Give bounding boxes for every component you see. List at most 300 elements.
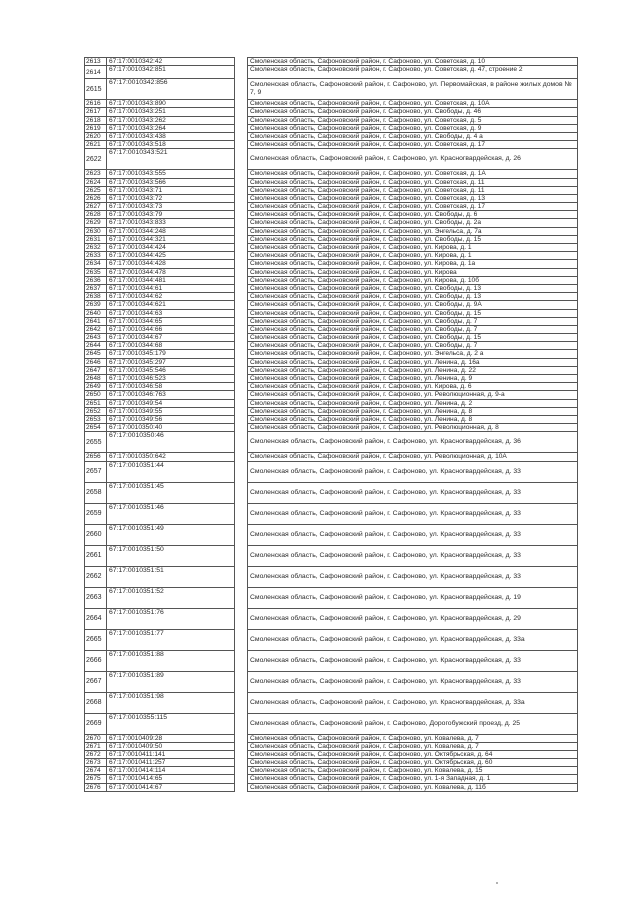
spacer-cell bbox=[235, 783, 248, 791]
address: Смоленская область, Сафоновский район, г. Сафоново, ул. Свободы, д. 15 bbox=[248, 309, 578, 317]
cadastral-number: 67:17:0010345:297 bbox=[107, 358, 235, 366]
table-row bbox=[85, 309, 578, 317]
spacer-cell bbox=[235, 482, 248, 503]
spacer-cell bbox=[235, 116, 248, 124]
cadastral-number: 67:17:0010350:46 bbox=[107, 432, 235, 453]
spacer-cell bbox=[235, 587, 248, 608]
spacer-cell bbox=[235, 194, 248, 202]
cadastral-number: 67:17:0010343:890 bbox=[107, 100, 235, 108]
cadastral-number: 67:17:0010351:89 bbox=[107, 671, 235, 692]
cadastral-number: 67:17:0010351:45 bbox=[107, 482, 235, 503]
row-number: 2652 bbox=[85, 407, 107, 415]
table-row bbox=[85, 545, 578, 566]
address: Смоленская область, Сафоновский район, г. Сафоново, ул. Красногвардейская, д. 33 bbox=[248, 650, 578, 671]
address: Смоленская область, Сафоновский район, г. Сафоново, ул. Революционная, д. 9-а bbox=[248, 391, 578, 399]
row-number: 2635 bbox=[85, 268, 107, 276]
row-number: 2660 bbox=[85, 524, 107, 545]
row-number: 2614 bbox=[85, 66, 107, 79]
row-number: 2634 bbox=[85, 260, 107, 268]
scan-speck bbox=[496, 882, 498, 884]
row-number: 2617 bbox=[85, 108, 107, 116]
address: Смоленская область, Сафоновский район, г. Сафоново, ул. Ленина, д. 8 bbox=[248, 407, 578, 415]
row-number: 2624 bbox=[85, 178, 107, 186]
spacer-cell bbox=[235, 775, 248, 783]
cadastral-number: 67:17:0010343:262 bbox=[107, 116, 235, 124]
table-row bbox=[85, 775, 578, 783]
row-number: 2667 bbox=[85, 671, 107, 692]
cadastral-number: 67:17:0010343:438 bbox=[107, 132, 235, 140]
address: Смоленская область, Сафоновский район, г. Сафоново, ул. Ленина, д. 16а bbox=[248, 358, 578, 366]
cadastral-number: 67:17:0010355:115 bbox=[107, 713, 235, 734]
table-row bbox=[85, 260, 578, 268]
address: Смоленская область, Сафоновский район, г. Сафоново, ул. Ленина, д. 8 bbox=[248, 415, 578, 423]
table-row bbox=[85, 317, 578, 325]
address: Смоленская область, Сафоновский район, г. Сафоново, ул. Советская, д. 47, строение 2 bbox=[248, 66, 578, 79]
row-number: 2622 bbox=[85, 149, 107, 170]
address: Смоленская область, Сафоновский район, г. Сафоново, ул. Свободы, д. 7 bbox=[248, 342, 578, 350]
row-number: 2661 bbox=[85, 545, 107, 566]
cadastral-number: 67:17:0010344:481 bbox=[107, 276, 235, 284]
address: Смоленская область, Сафоновский район, г. Сафоново, ул. Красногвардейская, д. 19 bbox=[248, 587, 578, 608]
spacer-cell bbox=[235, 211, 248, 219]
spacer-cell bbox=[235, 149, 248, 170]
table-row bbox=[85, 325, 578, 333]
address: Смоленская область, Сафоновский район, г. Сафоново, ул. Ковалева, д. 7 bbox=[248, 734, 578, 742]
table-row bbox=[85, 66, 578, 79]
table-row bbox=[85, 424, 578, 432]
row-number: 2673 bbox=[85, 759, 107, 767]
address: Смоленская область, Сафоновский район, г. Сафоново, ул. Красногвардейская, д. 29 bbox=[248, 608, 578, 629]
cadastral-number: 67:17:0010344:61 bbox=[107, 284, 235, 292]
table-row bbox=[85, 100, 578, 108]
row-number: 2648 bbox=[85, 375, 107, 383]
table-row bbox=[85, 566, 578, 587]
spacer-cell bbox=[235, 692, 248, 713]
row-number: 2647 bbox=[85, 366, 107, 374]
row-number: 2671 bbox=[85, 742, 107, 750]
cadastral-number: 67:17:0010344:621 bbox=[107, 301, 235, 309]
spacer-cell bbox=[235, 383, 248, 391]
spacer-cell bbox=[235, 108, 248, 116]
table-body bbox=[85, 58, 578, 792]
table-row bbox=[85, 178, 578, 186]
cadastral-number: 67:17:0010409:50 bbox=[107, 742, 235, 750]
table-row bbox=[85, 671, 578, 692]
cadastral-number: 67:17:0010343:521 bbox=[107, 149, 235, 170]
cadastral-number: 67:17:0010351:49 bbox=[107, 524, 235, 545]
cadastral-number: 67:17:0010351:77 bbox=[107, 629, 235, 650]
cadastral-number: 67:17:0010344:65 bbox=[107, 317, 235, 325]
spacer-cell bbox=[235, 79, 248, 100]
row-number: 2631 bbox=[85, 235, 107, 243]
cadastral-number: 67:17:0010343:72 bbox=[107, 194, 235, 202]
address: Смоленская область, Сафоновский район, г. Сафоново, ул. Октябрьская, д. 64 bbox=[248, 750, 578, 758]
row-number: 2619 bbox=[85, 124, 107, 132]
row-number: 2669 bbox=[85, 713, 107, 734]
table-row bbox=[85, 453, 578, 461]
table-row bbox=[85, 342, 578, 350]
spacer-cell bbox=[235, 325, 248, 333]
row-number: 2613 bbox=[85, 58, 107, 66]
cadastral-number: 67:17:0010344:428 bbox=[107, 260, 235, 268]
address: Смоленская область, Сафоновский район, г. Сафоново, ул. Свободы, д. 9А bbox=[248, 301, 578, 309]
spacer-cell bbox=[235, 415, 248, 423]
cadastral-number: 67:17:0010346:523 bbox=[107, 375, 235, 383]
row-number: 2664 bbox=[85, 608, 107, 629]
spacer-cell bbox=[235, 219, 248, 227]
spacer-cell bbox=[235, 713, 248, 734]
address: Смоленская область, Сафоновский район, г. Сафоново, ул. Кирова, д. 6 bbox=[248, 383, 578, 391]
cadastral-number: 67:17:0010344:67 bbox=[107, 334, 235, 342]
table-row bbox=[85, 608, 578, 629]
spacer-cell bbox=[235, 235, 248, 243]
address: Смоленская область, Сафоновский район, г. Сафоново, ул. Кирова, д. 10б bbox=[248, 276, 578, 284]
address: Смоленская область, Сафоновский район, г. Сафоново, ул. Революционная, д. 10А bbox=[248, 453, 578, 461]
address: Смоленская область, Сафоновский район, г. Сафоново, ул. Энгельса, д. 7а bbox=[248, 227, 578, 235]
address: Смоленская область, Сафоновский район, г. Сафоново, ул. Свободы, д. 6 bbox=[248, 211, 578, 219]
spacer-cell bbox=[235, 334, 248, 342]
table-row bbox=[85, 132, 578, 140]
table-row bbox=[85, 692, 578, 713]
spacer-cell bbox=[235, 342, 248, 350]
address: Смоленская область, Сафоновский район, г. Сафоново, ул. Красногвардейская, д. 36 bbox=[248, 432, 578, 453]
row-number: 2620 bbox=[85, 132, 107, 140]
table-row bbox=[85, 170, 578, 178]
address: Смоленская область, Сафоновский район, г. Сафоново, ул. Свободы, д. 7 bbox=[248, 325, 578, 333]
cadastral-number: 67:17:0010344:321 bbox=[107, 235, 235, 243]
row-number: 2672 bbox=[85, 750, 107, 758]
spacer-cell bbox=[235, 503, 248, 524]
table-row bbox=[85, 375, 578, 383]
table-row bbox=[85, 350, 578, 358]
address: Смоленская область, Сафоновский район, г. Сафоново, ул. Красногвардейская, д. 33 bbox=[248, 566, 578, 587]
row-number: 2616 bbox=[85, 100, 107, 108]
spacer-cell bbox=[235, 293, 248, 301]
address: Смоленская область, Сафоновский район, г. Сафоново, ул. Красногвардейская, д. 33а bbox=[248, 629, 578, 650]
row-number: 2662 bbox=[85, 566, 107, 587]
cadastral-number: 67:17:0010345:546 bbox=[107, 366, 235, 374]
address: Смоленская область, Сафоновский район, г. Сафоново, ул. Красногвардейская, д. 33 bbox=[248, 545, 578, 566]
table-row bbox=[85, 503, 578, 524]
cadastral-number: 67:17:0010344:63 bbox=[107, 309, 235, 317]
row-number: 2653 bbox=[85, 415, 107, 423]
row-number: 2663 bbox=[85, 587, 107, 608]
address: Смоленская область, Сафоновский район, г. Сафоново, ул. Советская, д. 17 bbox=[248, 141, 578, 149]
address: Смоленская область, Сафоновский район, г. Сафоново, ул. 1-я Западная, д. 1 bbox=[248, 775, 578, 783]
row-number: 2656 bbox=[85, 453, 107, 461]
address: Смоленская область, Сафоновский район, г. Сафоново, ул. Свободы, д. 2а bbox=[248, 219, 578, 227]
address: Смоленская область, Сафоновский район, г. Сафоново, ул. Советская, д. 11 bbox=[248, 186, 578, 194]
row-number: 2621 bbox=[85, 141, 107, 149]
cadastral-number: 67:17:0010351:51 bbox=[107, 566, 235, 587]
table-row bbox=[85, 629, 578, 650]
table-row bbox=[85, 268, 578, 276]
row-number: 2659 bbox=[85, 503, 107, 524]
table-row bbox=[85, 149, 578, 170]
spacer-cell bbox=[235, 260, 248, 268]
spacer-cell bbox=[235, 284, 248, 292]
row-number: 2655 bbox=[85, 432, 107, 453]
row-number: 2627 bbox=[85, 203, 107, 211]
row-number: 2666 bbox=[85, 650, 107, 671]
spacer-cell bbox=[235, 317, 248, 325]
row-number: 2654 bbox=[85, 424, 107, 432]
table-row bbox=[85, 358, 578, 366]
address: Смоленская область, Сафоновский район, г. Сафоново, ул. Красногвардейская, д. 33 bbox=[248, 524, 578, 545]
row-number: 2642 bbox=[85, 325, 107, 333]
table-row bbox=[85, 124, 578, 132]
table-row bbox=[85, 415, 578, 423]
row-number: 2649 bbox=[85, 383, 107, 391]
row-number: 2615 bbox=[85, 79, 107, 100]
address: Смоленская область, Сафоновский район, г. Сафоново, ул. Первомайская, в районе жилых домов № 7, 9 bbox=[248, 79, 578, 100]
cadastral-number: 67:17:0010351:50 bbox=[107, 545, 235, 566]
table-row bbox=[85, 79, 578, 100]
address: Смоленская область, Сафоновский район, г. Сафоново, ул. Энгельса, д. 2 а bbox=[248, 350, 578, 358]
cadastral-number: 67:17:0010343:833 bbox=[107, 219, 235, 227]
table-row bbox=[85, 734, 578, 742]
row-number: 2626 bbox=[85, 194, 107, 202]
spacer-cell bbox=[235, 309, 248, 317]
spacer-cell bbox=[235, 268, 248, 276]
cadastral-number: 67:17:0010349:54 bbox=[107, 399, 235, 407]
cadastral-number: 67:17:0010351:52 bbox=[107, 587, 235, 608]
cadastral-number: 67:17:0010343:73 bbox=[107, 203, 235, 211]
cadastral-number: 67:17:0010343:264 bbox=[107, 124, 235, 132]
spacer-cell bbox=[235, 734, 248, 742]
table-row bbox=[85, 524, 578, 545]
spacer-cell bbox=[235, 301, 248, 309]
spacer-cell bbox=[235, 650, 248, 671]
spacer-cell bbox=[235, 252, 248, 260]
address: Смоленская область, Сафоновский район, г. Сафоново, ул. Советская, д. 5 bbox=[248, 116, 578, 124]
address: Смоленская область, Сафоновский район, г. Сафоново, ул. Ленина, д. 22 bbox=[248, 366, 578, 374]
row-number: 2643 bbox=[85, 334, 107, 342]
cadastral-number: 67:17:0010346:58 bbox=[107, 383, 235, 391]
address: Смоленская область, Сафоновский район, г. Сафоново, ул. Советская, д. 1А bbox=[248, 170, 578, 178]
table-row bbox=[85, 186, 578, 194]
table-row bbox=[85, 211, 578, 219]
cadastral-number: 67:17:0010343:566 bbox=[107, 178, 235, 186]
spacer-cell bbox=[235, 276, 248, 284]
address: Смоленская область, Сафоновский район, г. Сафоново, ул. Свободы, д. 15 bbox=[248, 235, 578, 243]
cadastral-number: 67:17:0010344:424 bbox=[107, 244, 235, 252]
spacer-cell bbox=[235, 432, 248, 453]
table-row bbox=[85, 58, 578, 66]
address: Смоленская область, Сафоновский район, г. Сафоново, ул. Красногвардейская, д. 33 bbox=[248, 482, 578, 503]
address: Смоленская область, Сафоновский район, г. Сафоново, ул. Свободы, д. 7 bbox=[248, 317, 578, 325]
spacer-cell bbox=[235, 244, 248, 252]
spacer-cell bbox=[235, 350, 248, 358]
address: Смоленская область, Сафоновский район, г. Сафоново, ул. Красногвардейская, д. 26 bbox=[248, 149, 578, 170]
row-number: 2628 bbox=[85, 211, 107, 219]
spacer-cell bbox=[235, 227, 248, 235]
address: Смоленская область, Сафоновский район, г. Сафоново, ул. Свободы, д. 4 а bbox=[248, 132, 578, 140]
row-number: 2657 bbox=[85, 461, 107, 482]
spacer-cell bbox=[235, 461, 248, 482]
table-row bbox=[85, 750, 578, 758]
row-number: 2670 bbox=[85, 734, 107, 742]
table-row bbox=[85, 244, 578, 252]
row-number: 2651 bbox=[85, 399, 107, 407]
spacer-cell bbox=[235, 524, 248, 545]
table-row bbox=[85, 650, 578, 671]
address: Смоленская область, Сафоновский район, г. Сафоново, ул. Октябрьская, д. 60 bbox=[248, 759, 578, 767]
address: Смоленская область, Сафоновский район, г. Сафоново, ул. Красногвардейская, д. 33 bbox=[248, 461, 578, 482]
row-number: 2638 bbox=[85, 293, 107, 301]
cadastral-number: 67:17:0010351:46 bbox=[107, 503, 235, 524]
cadastral-number: 67:17:0010344:425 bbox=[107, 252, 235, 260]
table-row bbox=[85, 227, 578, 235]
spacer-cell bbox=[235, 203, 248, 211]
address: Смоленская область, Сафоновский район, г. Сафоново, ул. Ковалева, д. 11б bbox=[248, 783, 578, 791]
cadastral-number: 67:17:0010344:66 bbox=[107, 325, 235, 333]
cadastral-number: 67:17:0010349:56 bbox=[107, 415, 235, 423]
row-number: 2676 bbox=[85, 783, 107, 791]
address: Смоленская область, Сафоновский район, г. Сафоново, ул. Красногвардейская, д. 33 bbox=[248, 503, 578, 524]
table-row bbox=[85, 767, 578, 775]
address: Смоленская область, Сафоновский район, г. Сафоново, ул. Революционная, д. 8 bbox=[248, 424, 578, 432]
table-row bbox=[85, 293, 578, 301]
cadastral-number: 67:17:0010414:114 bbox=[107, 767, 235, 775]
table-row bbox=[85, 742, 578, 750]
spacer-cell bbox=[235, 366, 248, 374]
address: Смоленская область, Сафоновский район, г. Сафоново, ул. Советская, д. 13 bbox=[248, 194, 578, 202]
cadastral-number: 67:17:0010351:88 bbox=[107, 650, 235, 671]
row-number: 2644 bbox=[85, 342, 107, 350]
spacer-cell bbox=[235, 186, 248, 194]
address: Смоленская область, Сафоновский район, г. Сафоново, ул. Ковалева, д. 15 bbox=[248, 767, 578, 775]
cadastral-number: 67:17:0010409:28 bbox=[107, 734, 235, 742]
cadastral-number: 67:17:0010343:251 bbox=[107, 108, 235, 116]
spacer-cell bbox=[235, 566, 248, 587]
cadastral-number: 67:17:0010344:248 bbox=[107, 227, 235, 235]
cadastral-register-table bbox=[84, 57, 578, 792]
row-number: 2637 bbox=[85, 284, 107, 292]
table-row bbox=[85, 366, 578, 374]
cadastral-number: 67:17:0010346:763 bbox=[107, 391, 235, 399]
row-number: 2639 bbox=[85, 301, 107, 309]
table-row bbox=[85, 203, 578, 211]
table-row bbox=[85, 399, 578, 407]
table-row bbox=[85, 432, 578, 453]
address: Смоленская область, Сафоновский район, г. Сафоново, ул. Кирова, д. 1 bbox=[248, 244, 578, 252]
spacer-cell bbox=[235, 750, 248, 758]
cadastral-number: 67:17:0010342:42 bbox=[107, 58, 235, 66]
row-number: 2675 bbox=[85, 775, 107, 783]
spacer-cell bbox=[235, 58, 248, 66]
address: Смоленская область, Сафоновский район, г. Сафоново, ул. Свободы, д. 15 bbox=[248, 334, 578, 342]
spacer-cell bbox=[235, 399, 248, 407]
spacer-cell bbox=[235, 358, 248, 366]
address: Смоленская область, Сафоновский район, г. Сафоново, ул. Советская, д. 17 bbox=[248, 203, 578, 211]
spacer-cell bbox=[235, 178, 248, 186]
spacer-cell bbox=[235, 608, 248, 629]
cadastral-number: 67:17:0010342:856 bbox=[107, 79, 235, 100]
table-row bbox=[85, 407, 578, 415]
address: Смоленская область, Сафоновский район, г. Сафоново, ул. Советская, д. 11 bbox=[248, 178, 578, 186]
row-number: 2623 bbox=[85, 170, 107, 178]
table-row bbox=[85, 383, 578, 391]
spacer-cell bbox=[235, 375, 248, 383]
table-row bbox=[85, 461, 578, 482]
row-number: 2646 bbox=[85, 358, 107, 366]
table-row bbox=[85, 334, 578, 342]
address: Смоленская область, Сафоновский район, г. Сафоново, ул. Ленина, д. 9 bbox=[248, 375, 578, 383]
spacer-cell bbox=[235, 453, 248, 461]
row-number: 2641 bbox=[85, 317, 107, 325]
cadastral-number: 67:17:0010349:55 bbox=[107, 407, 235, 415]
address: Смоленская область, Сафоновский район, г. Сафоново, Дорогобужский проезд, д. 25 bbox=[248, 713, 578, 734]
spacer-cell bbox=[235, 424, 248, 432]
table-row bbox=[85, 116, 578, 124]
spacer-cell bbox=[235, 66, 248, 79]
spacer-cell bbox=[235, 124, 248, 132]
cadastral-number: 67:17:0010350:642 bbox=[107, 453, 235, 461]
cadastral-number: 67:17:0010342:851 bbox=[107, 66, 235, 79]
row-number: 2674 bbox=[85, 767, 107, 775]
table-row bbox=[85, 783, 578, 791]
row-number: 2633 bbox=[85, 252, 107, 260]
cadastral-number: 67:17:0010351:76 bbox=[107, 608, 235, 629]
row-number: 2645 bbox=[85, 350, 107, 358]
table-row bbox=[85, 108, 578, 116]
cadastral-number: 67:17:0010343:555 bbox=[107, 170, 235, 178]
spacer-cell bbox=[235, 407, 248, 415]
table-row bbox=[85, 482, 578, 503]
spacer-cell bbox=[235, 671, 248, 692]
address: Смоленская область, Сафоновский район, г. Сафоново, ул. Ленина, д. 2 bbox=[248, 399, 578, 407]
cadastral-number: 67:17:0010344:62 bbox=[107, 293, 235, 301]
row-number: 2640 bbox=[85, 309, 107, 317]
address: Смоленская область, Сафоновский район, г. Сафоново, ул. Советская, д. 9 bbox=[248, 124, 578, 132]
row-number: 2618 bbox=[85, 116, 107, 124]
table-row bbox=[85, 219, 578, 227]
spacer-cell bbox=[235, 767, 248, 775]
cadastral-number: 67:17:0010411:257 bbox=[107, 759, 235, 767]
table-row bbox=[85, 301, 578, 309]
row-number: 2668 bbox=[85, 692, 107, 713]
address: Смоленская область, Сафоновский район, г. Сафоново, ул. Красногвардейская, д. 33 bbox=[248, 671, 578, 692]
address: Смоленская область, Сафоновский район, г. Сафоново, ул. Кирова, д. 1а bbox=[248, 260, 578, 268]
table-row bbox=[85, 252, 578, 260]
address: Смоленская область, Сафоновский район, г. Сафоново, ул. Советская, д. 10А bbox=[248, 100, 578, 108]
table-row bbox=[85, 759, 578, 767]
table-row bbox=[85, 276, 578, 284]
cadastral-number: 67:17:0010343:79 bbox=[107, 211, 235, 219]
row-number: 2650 bbox=[85, 391, 107, 399]
row-number: 2658 bbox=[85, 482, 107, 503]
cadastral-number: 67:17:0010350:40 bbox=[107, 424, 235, 432]
address: Смоленская область, Сафоновский район, г. Сафоново, ул. Свободы, д. 13 bbox=[248, 293, 578, 301]
cadastral-number: 67:17:0010351:44 bbox=[107, 461, 235, 482]
table-row bbox=[85, 141, 578, 149]
cadastral-number: 67:17:0010345:179 bbox=[107, 350, 235, 358]
spacer-cell bbox=[235, 759, 248, 767]
cadastral-number: 67:17:0010351:98 bbox=[107, 692, 235, 713]
table-row bbox=[85, 235, 578, 243]
address: Смоленская область, Сафоновский район, г. Сафоново, ул. Советская, д. 10 bbox=[248, 58, 578, 66]
spacer-cell bbox=[235, 545, 248, 566]
spacer-cell bbox=[235, 100, 248, 108]
table-row bbox=[85, 194, 578, 202]
table-row bbox=[85, 284, 578, 292]
spacer-cell bbox=[235, 391, 248, 399]
cadastral-number: 67:17:0010414:65 bbox=[107, 775, 235, 783]
address: Смоленская область, Сафоновский район, г. Сафоново, ул. Красногвардейская, д. 33а bbox=[248, 692, 578, 713]
table-row bbox=[85, 587, 578, 608]
row-number: 2665 bbox=[85, 629, 107, 650]
